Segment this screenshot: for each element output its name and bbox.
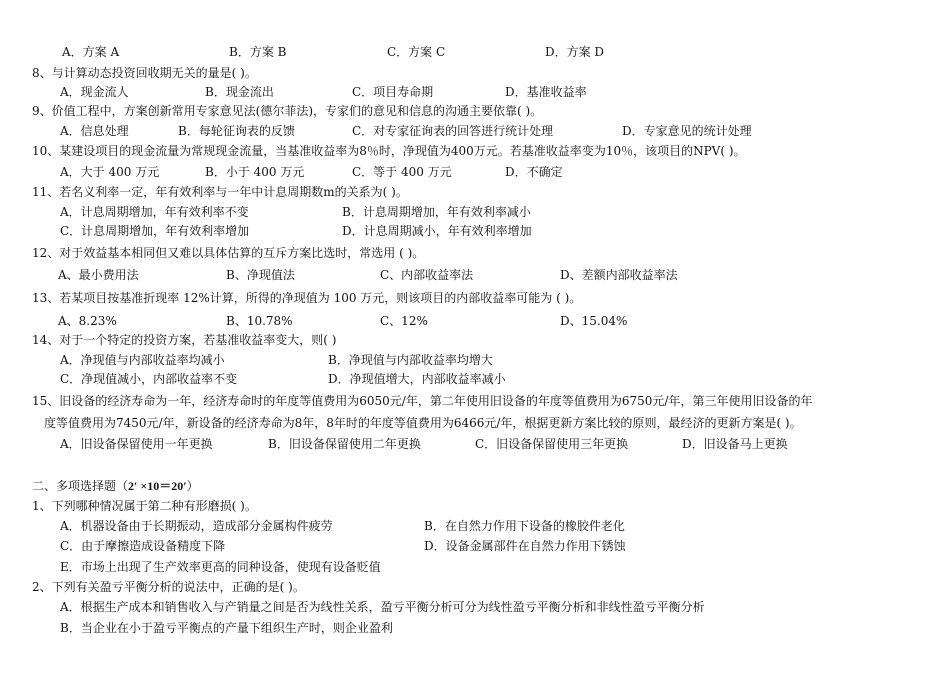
q7-option-c: C．方案 C [387,45,446,59]
q10-option-b: B．小于 400 万元 [205,165,305,179]
q8-option-a: A．现金流人 [60,85,129,99]
q14-option-c: C．净现值减小，内部收益率不变 [60,372,238,386]
q13-option-d: D、15.04% [560,314,628,328]
q12-option-a: A、最小费用法 [58,268,139,282]
q8-stem: 8、与计算动态投资回收期无关的量是( )。 [32,66,257,80]
mq1-option-e: E．市场上出现了生产效率更高的同种设备，使现有设备贬值 [60,560,381,574]
q10-option-c: C．等于 400 万元 [352,165,452,179]
q12-option-b: B、净现值法 [226,268,295,282]
section-2-title-suffix: ） [186,479,199,493]
q7-option-d: D．方案 D [545,45,605,59]
q9-option-d: D．专家意见的统计处理 [622,124,752,138]
q15-option-c: C．旧设备保留使用三年更换 [475,437,629,451]
mq2-stem: 2、下列有关盈亏平衡分析的说法中，正确的是( )。 [32,580,305,594]
q14-option-a: A．净现值与内部收益率均减小 [60,353,225,367]
q10-option-d: D．不确定 [505,165,563,179]
q15-option-d: D．旧设备马上更换 [682,437,788,451]
q15-stem: 15、旧设备的经济寿命为一年，经济寿命时的年度等值费用为6050元/年，第二年使用旧设备的年度等值费用为6750元/年，第三年使用旧设备的年 [32,394,813,408]
mq1-option-c: C．由于摩擦造成设备精度下降 [60,539,226,553]
q13-stem: 13、若某项目按基准折现率 12%计算，所得的净现值为 100 万元，则该项目的内部收益率可能为 ( )。 [32,291,582,305]
q7-option-a: A．方案 A [62,45,120,59]
section-2-title-score: 2′ ×10＝20′ [128,479,187,493]
q8-option-d: D．基准收益率 [505,85,587,99]
mq1-option-d: D．设备金属部件在自然力作用下锈蚀 [424,539,626,553]
section-2-title-prefix: 二、多项选择题（ [32,479,129,493]
q14-stem: 14、对于一个特定的投资方案，若基准收益率变大，则( ) [32,333,337,347]
mq2-option-a: A．根据生产成本和销售收入与产销量之间是否为线性关系，盈亏平衡分析可分为线性盈亏平衡分析和非线性盈亏平衡分析 [60,600,705,614]
q9-option-c: C．对专家征询表的回答进行统计处理 [352,124,554,138]
mq1-option-b: B．在自然力作用下设备的橡胶件老化 [424,519,625,533]
q8-option-c: C．项目寿命期 [352,85,434,99]
q12-option-c: C、内部收益率法 [380,268,474,282]
q11-stem: 11、若名义利率一定，年有效利率与一年中计息周期数m的关系为( )。 [32,185,408,199]
mq1-option-a: A．机器设备由于长期振动，造成部分金属构件疲劳 [60,519,333,533]
q11-option-a: A．计息周期增加，年有效利率不变 [60,205,249,219]
section-2-heading [32,477,199,495]
q15-option-a: A．旧设备保留使用一年更换 [60,437,213,451]
q10-option-a: A．大于 400 万元 [60,165,160,179]
q8-option-b: B．现金流出 [205,85,274,99]
q9-stem: 9、价值工程中，方案创新常用专家意见法(德尔菲法)，专家们的意见和信息的沟通主要依靠( )。 [32,104,543,118]
q13-option-b: B、10.78% [226,314,293,328]
q9-option-b: B．每轮征询表的反馈 [178,124,295,138]
q13-option-c: C、12% [380,314,428,328]
q12-stem: 12、对于效益基本相同但又难以具体估算的互斥方案比选时，常选用 ( )。 [32,246,425,260]
q14-option-d: D．净现值增大，内部收益率减小 [328,372,506,386]
q15-stem-continued: 度等值费用为7450元/年，新设备的经济寿命为8年，8年时的年度等值费用为6466元/年，根据更新方案比较的原则，最经济的更新方案是( )。 [44,416,802,430]
q9-option-a: A．信息处理 [60,124,129,138]
mq2-option-b: B．当企业在小于盈亏平衡点的产量下组织生产时，则企业盈利 [60,621,393,635]
q13-option-a: A、8.23% [58,314,117,328]
q12-option-d: D、差额内部收益率法 [560,268,678,282]
q15-option-b: B．旧设备保留使用二年更换 [268,437,421,451]
q11-option-c: C．计息周期增加，年有效利率增加 [60,224,250,238]
q7-option-b: B．方案 B [229,45,287,59]
q10-stem: 10、某建设项目的现金流量为常规现金流量，当基准收益率为8％时，净现值为400万元。若基准收益率变为10％，该项目的NPV( )。 [32,144,746,158]
q11-option-d: D．计息周期减小，年有效利率增加 [342,224,532,238]
mq1-stem: 1、下列哪种情况属于第二种有形磨损( )。 [32,499,257,513]
q14-option-b: B．净现值与内部收益率均增大 [328,353,493,367]
q11-option-b: B．计息周期增加，年有效利率减小 [342,205,531,219]
